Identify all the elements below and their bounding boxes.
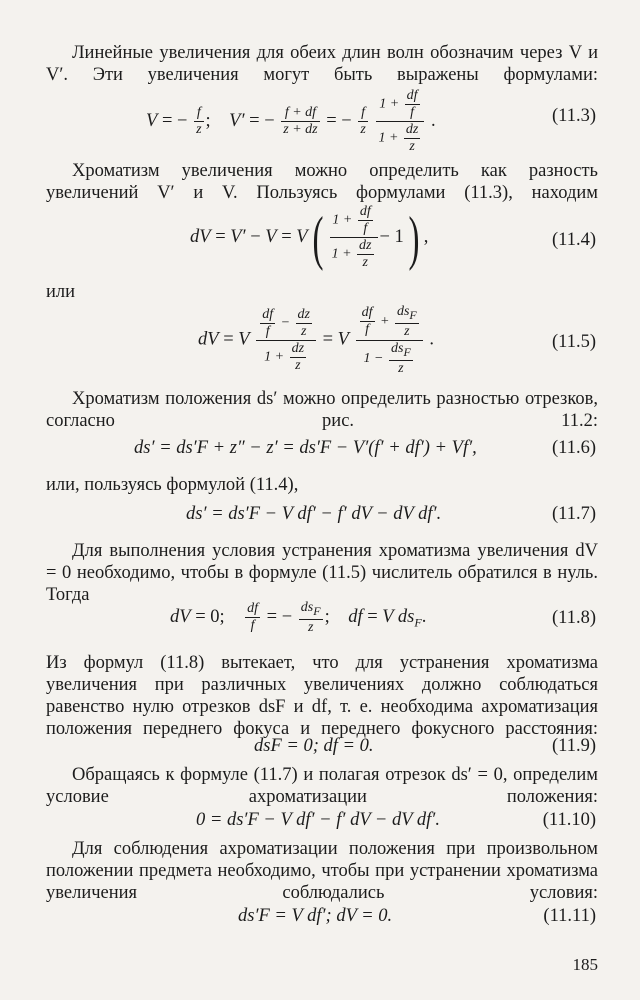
equation-11-11-text: ds′F = V df′; dV = 0. [238, 906, 393, 926]
paragraph-9 [46, 838, 598, 904]
paragraph-7 [46, 652, 598, 740]
equation-11-4: dV = V′ − V = V( 1 + $\frac{df}{f}$ 1 + $\frac{dz}{z}$ − 1) , [190, 204, 429, 271]
paragraph-1-text: Линейные увеличения для обеих длин волн обозначим через V и V′. Эти увеличения могут быть выражены формулами: [46, 43, 598, 85]
page-number: 185 [572, 955, 598, 974]
equation-number-11-7: (11.7) [551, 504, 596, 524]
equation-number-11-11: (11.11) [543, 906, 596, 926]
equation-11-5: dV = V $\frac{df}{f}$ − $\frac{dz}{z}$ 1 + $\frac{dz}{z}$ = V $\frac{df}{f}$ + $ds_F$ z 1 − $ds_F$ z . [198, 304, 434, 376]
equation-number-11-8: (11.8) [551, 608, 596, 628]
paragraph-8 [46, 764, 598, 808]
equation-11-8: dV = 0; $\frac{df}{f}$ = − $ds_F$ z ; df = V $ds_F$. [170, 600, 427, 635]
equation-11-7-text: ds′ = ds′F − V df′ − f′ dV − dV df′. [186, 504, 442, 524]
equation-number-11-3: (11.3) [551, 106, 596, 126]
paragraph-1 [46, 42, 598, 86]
equation-11-10-text: 0 = ds′F − V df′ − f′ dV − dV df′. [196, 810, 440, 830]
equation-number-11-5: (11.5) [551, 332, 596, 352]
equation-number-11-6: (11.6) [551, 438, 596, 458]
paragraph-or-1 [46, 281, 598, 303]
equation-11-6-text: ds′ = ds′F + z″ − z′ = ds′F − V′(f′ + df′) + Vf′, [134, 438, 477, 458]
equation-number-11-10: (11.10) [542, 810, 596, 830]
paragraph-or-1-text: или [46, 282, 76, 302]
equation-11-7 [186, 504, 441, 525]
paragraph-5-text: или, пользуясь формулой (11.4), [46, 475, 299, 495]
paragraph-4-text: Хроматизм положения ds′ можно определить разностью отрезков, согласно рис. 11.2: [46, 389, 598, 431]
paragraph-5 [46, 474, 598, 496]
paragraph-6 [46, 540, 598, 606]
equation-11-6 [134, 438, 477, 459]
equation-11-10 [196, 810, 440, 831]
paragraph-8-text: Обращаясь к формуле (11.7) и полагая отрезок ds′ = 0, определим условие ахроматизации положения: [46, 765, 598, 807]
paragraph-4 [46, 388, 598, 432]
equation-11-9 [254, 736, 374, 757]
paragraph-6-text: Для выполнения условия устранения хроматизма увеличения dV = 0 необходимо, чтобы в формуле (11.5) числитель обратился в нуль. Тогда [46, 541, 598, 605]
paragraph-2-text: Хроматизм увеличения можно определить как разность увеличений V′ и V. Пользуясь формулами (11.3), находим [46, 161, 598, 203]
paragraph-7-text: Из формул (11.8) вытекает, что для устранения хроматизма увеличения при различных увеличениях должно соблюдаться равенство нулю отрезков dsF и df, т. е. необходима ахроматизация положения переднего фокуса и переднего фокусного расстояния: [46, 653, 598, 739]
equation-11-3: V = − $\frac{f}{z}$ ; V′ = − $\frac{f + df}{z + dz}$ = − $\frac{f}{z}$ 1 + $\frac{df}{f}$ 1 + $\frac{dz}{z}$ . [146, 88, 436, 154]
equation-number-11-9: (11.9) [551, 736, 596, 756]
equation-11-9-text: dsF = 0; df = 0. [254, 736, 374, 756]
equation-number-11-4: (11.4) [551, 230, 596, 250]
paragraph-2 [46, 160, 598, 204]
equation-11-11 [238, 906, 392, 927]
paragraph-9-text: Для соблюдения ахроматизации положения при произвольном положении предмета необходимо, чтобы при устранении хроматизма увеличения соблюдались условия: [46, 839, 598, 903]
